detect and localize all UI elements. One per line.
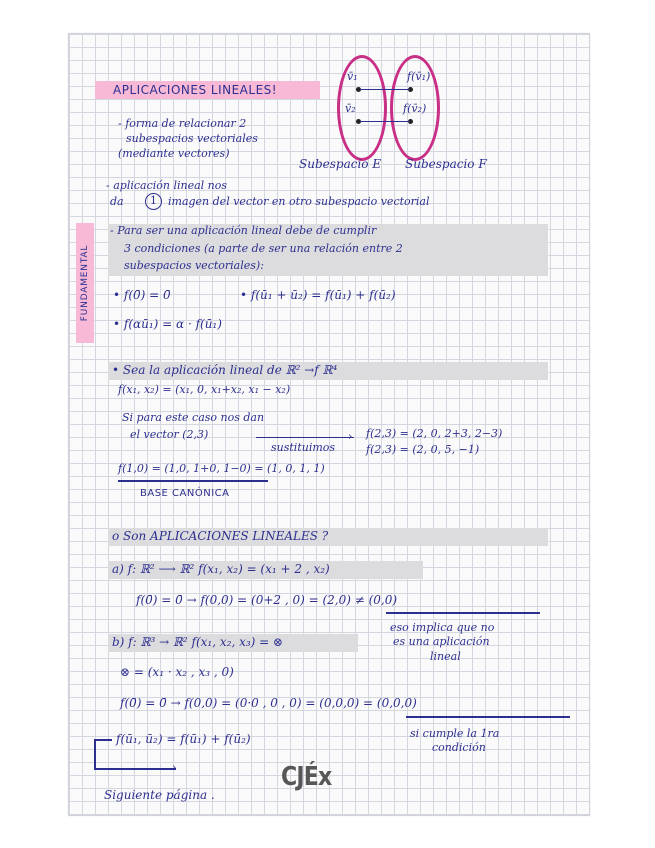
condition-3: • f(αū₁) = α · f(ū₁): [113, 317, 222, 331]
mapping-line-1: [360, 89, 410, 90]
part-a-test: f(0̄) = 0̄ → f(0,0) = (0+2 , 0) = (2,0) ≠ (0,0): [136, 593, 398, 607]
conditions-line-1: - Para ser una aplicación lineal debe de cumplir: [110, 224, 377, 237]
part-a-note-2: es una aplicación: [393, 635, 490, 648]
v1-label: v̄₁: [347, 70, 358, 83]
part-a-note-3: lineal: [430, 650, 461, 663]
sum-bracket-top: [94, 739, 112, 741]
sum-bracket-bottom: [94, 768, 176, 770]
example-line-2: f(x₁, x₂) = (x₁, 0, x₁+x₂, x₁ − x₂): [118, 383, 291, 396]
subspace-e-label: Subespacio E: [299, 157, 382, 171]
base-bracket: [118, 480, 268, 482]
example-line-4: el vector (2,3): [130, 428, 209, 441]
part-b-underline: [406, 716, 570, 718]
page-title: APLICACIONES LINEALES!: [95, 81, 320, 99]
part-b-note-2: condición: [432, 741, 486, 754]
definition-line-2b: imagen del vector en otro subespacio vectorial: [168, 195, 430, 208]
condition-1: • f(0̄) = 0̄: [113, 288, 171, 302]
part-b-test: f(0̄) = 0̄ → f(0,0) = (0·0 , 0 , 0) = (0,0,0) = (0,0,0): [120, 696, 417, 710]
conditions-line-3: subespacios vectoriales):: [124, 259, 264, 272]
base-canonica-label: BASE CANÓNICA: [140, 488, 230, 499]
substitute-label: sustituimos: [271, 441, 336, 454]
subspace-f-label: Subespacio F: [405, 157, 487, 171]
fundamental-text: FUNDAMENTAL: [80, 244, 90, 322]
conditions-line-2: 3 condiciones (a parte de ser una relación entre 2: [124, 242, 403, 255]
substitute-arrowhead: ›: [348, 430, 353, 443]
example-line-3: Si para este caso nos dan: [122, 411, 265, 424]
definition-line-1: - aplicación lineal nos: [106, 179, 228, 192]
part-b-definition-2: ⊗ = (x₁ · x₂ , x₃ , 0): [120, 665, 234, 679]
v2-label: v̄₂: [345, 102, 356, 115]
example-result-2: f(2,3) = (2, 0, 5, −1): [366, 443, 480, 456]
cjex-logo: CJÉx: [281, 762, 332, 792]
intro-line-1: - forma de relacionar 2: [118, 117, 247, 130]
part-b-definition: b) f: ℝ³ → ℝ² f(x₁, x₂, x₃) = ⊗: [112, 635, 284, 649]
fv1-label: f(v̄₁): [407, 70, 431, 83]
definition-circled-one: 1: [145, 193, 162, 210]
example-line-5: f(1,0) = (1,0, 1+0, 1−0) = (1, 0, 1, 1): [118, 462, 325, 475]
mapping-line-2: [360, 121, 410, 122]
example-result-1: f(2,3) = (2, 0, 2+3, 2−3): [366, 427, 503, 440]
fundamental-label: [76, 223, 94, 343]
example-line-1: • Sea la aplicación lineal de ℝ² →f ℝ⁴: [112, 363, 338, 377]
question-heading: o Son APLICACIONES LINEALES ?: [112, 529, 329, 543]
next-page-note: Siguiente página .: [104, 788, 215, 802]
part-a-note-1: eso implica que no: [390, 621, 495, 634]
sum-bracket-left: [94, 739, 96, 769]
intro-line-3: (mediante vectores): [118, 147, 230, 160]
definition-line-2a: da: [110, 195, 124, 208]
sum-arrowhead: ›: [172, 761, 177, 774]
intro-line-2: subespacios vectoriales: [126, 132, 258, 145]
part-b-note-1: si cumple la 1ra: [410, 727, 500, 740]
fv2-label: f(v̄₂): [403, 102, 427, 115]
substitute-arrow: [256, 437, 354, 438]
part-a-definition: a) f: ℝ² ⟶ ℝ² f(x₁, x₂) = (x₁ + 2 , x₂): [112, 562, 330, 576]
part-a-underline: [386, 612, 540, 614]
condition-2: • f(ū₁ + ū₂) = f(ū₁) + f(ū₂): [240, 288, 396, 302]
part-b-sum: f(ū₁, ū₂) = f(ū₁) + f(ū₂): [116, 732, 251, 746]
